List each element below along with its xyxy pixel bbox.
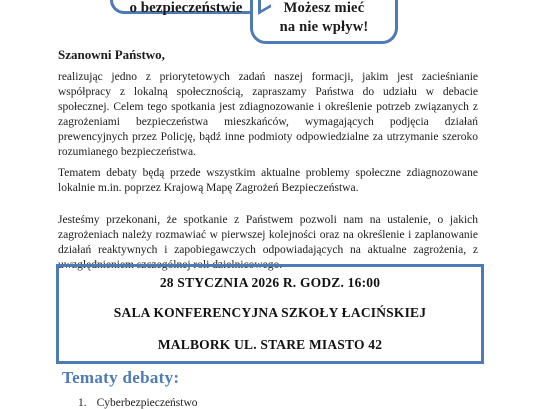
event-date-time: 28 STYCZNIA 2026 R. GODZ. 16:00 <box>159 275 381 290</box>
speech-bubble-right-line2: na nie wpływ! <box>279 19 369 35</box>
speech-bubble-right-line1: Możesz mieć <box>283 0 365 16</box>
event-address: MALBORK UL. STARE MIASTO 42 <box>157 337 383 352</box>
letter-paragraph-3: Jesteśmy przekonani, że spotkanie z Państwem pozwoli nam na ustalenie, o jakich zagrożeniach należy rozmawiać w pierwszej kolejności oraz na określenie i zaplanowanie działań reaktywnych i zapobiegawczych odpowiadających na aktualne zagrożenia, z uwzględnieniem szczególnej roli dzielnicowego. <box>58 214 478 271</box>
event-details-box <box>56 264 484 364</box>
topic-list <box>78 397 198 409</box>
speech-bubble-left <box>110 0 262 14</box>
event-venue: SALA KONFERENCYJNA SZKOŁY ŁACIŃSKIEJ <box>113 305 427 320</box>
letter-paragraph-1: realizując jedno z priorytetowych zadań naszej formacji, jakim jest zacieśnianie współpracy z lokalną społecznością, zapraszamy Państwa do udziału w debacie społecznej. Celem tego spotkania jest zdiagnozowanie i określenie potrzeb związanych z zagrożeniami bezpieczeństwa mieszkańców, wymagających podjęcia działań prewencyjnych przez Policję, bądź inne podmioty odpowiedzialne za utrzymanie szeroko rozumianego bezpieczeństwa. <box>58 71 478 158</box>
topic-item-number: 1. <box>78 397 87 409</box>
topic-item-label: Cyberbezpieczeństwo <box>96 397 198 409</box>
letter-greeting: Szanowni Państwo, <box>58 47 165 62</box>
topic-item <box>78 397 198 409</box>
speech-bubble-left-text: o bezpieczeństwie <box>129 0 243 16</box>
topics-heading: Tematy debaty: <box>62 368 180 387</box>
letter-paragraph-2: Tematem debaty będą przede wszystkim aktualne problemy społeczne zdiagnozowane lokalnie m.in. poprzez Krajową Mapę Zagrożeń Bezpieczeństwa. <box>58 167 478 194</box>
speech-bubble-right <box>250 0 398 44</box>
